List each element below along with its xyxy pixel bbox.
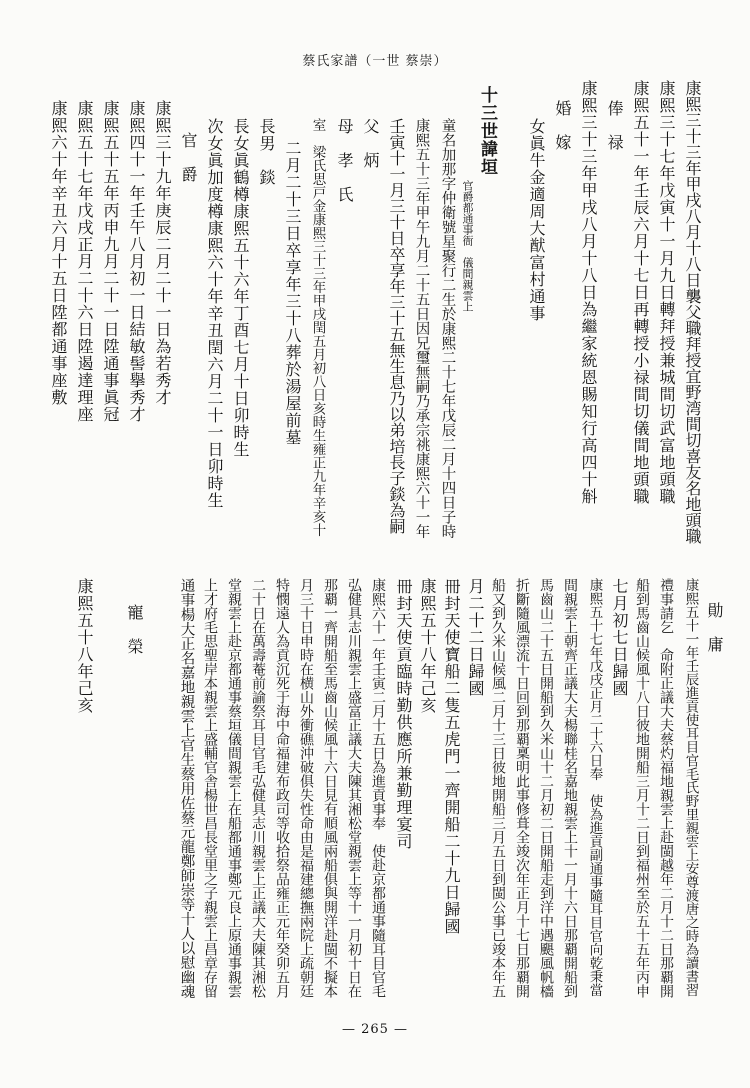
text-column: 康熙三十七年戊寅十一月九日轉拜授兼城間切武富地頭職 xyxy=(657,80,676,505)
text-column: 上才府毛思聖岸本親雲上盛輔官舎楊世昌長堂里之子親雲上昌章存留 xyxy=(202,578,218,998)
text-column: 康熙三十九年庚辰二月二十一日為若秀才 xyxy=(153,100,172,406)
office-annotation: 官爵都通事衙 儀間親雲上 xyxy=(461,180,474,312)
text-column: 室 梁氏思戸金康熙三十三年甲戌閏五月初八日亥時生雍正九年辛亥十 xyxy=(309,118,326,537)
text-column: 禮事請乞 命附正議大夫蔡灼福地親雲上赴閩越年二月十二日那覇開 xyxy=(658,578,674,998)
page-header: 蔡氏家譜（一世 蔡崇） xyxy=(302,54,448,69)
text-column: 康熙五十七年戊戌正月二十六日奉 使為進貢副通事隨耳目官向乾秉當 xyxy=(586,578,603,997)
text-column: 折斷隨風漂流十日回到那覇稟明此事修葺全竣次年正月十七日那覇開 xyxy=(514,578,530,998)
text-column: 船到馬齒山候風十八日彼地開船三月十二日到福州至於五十五年丙申 xyxy=(634,578,650,998)
relation-label: 父 炳 xyxy=(361,118,380,169)
text-column: 康熙五十一年壬辰進貢使耳目官毛氏野里親雲上安尊渡唐之時為讀書習 xyxy=(682,578,699,997)
text-column: 康熙五十五年丙申九月二十一日陞通事眞冠 xyxy=(101,100,120,423)
text-column: 康熙六十一年壬寅二月十五日為進貢事奉 使赴京都通事隨耳目官毛 xyxy=(370,578,386,998)
generation-heading: 十三世諱垣 xyxy=(477,86,497,176)
section-heading: 官 爵 xyxy=(179,132,198,183)
text-column: 那覇一齊開船至馬齒山候風十六日見有順風兩船俱與開洋赴閩不擬本 xyxy=(322,578,338,998)
text-column: 康熙三十三年甲戌八月十八日襲父職拜授宜野湾間切喜友名地頭職 xyxy=(683,80,702,544)
text-column: 馬齒山二十五日開船到久米山十二月初二日開船走到洋中遇颶風帆檣 xyxy=(538,578,554,998)
text-column: 童名加那字仲衛號星聚行二生於康熙二十七年戊辰二月十四日子時 xyxy=(439,118,456,539)
text-column: 康熙三十三年甲戌八月十八日為繼家統恩賜知行高四十斛 xyxy=(579,80,598,505)
text-column: 冊封天使貢臨時勤供應所兼勤理宴司 xyxy=(394,578,413,850)
text-column: 康熙五十七年戊戌正月二十六日陞遏達理座 xyxy=(75,100,94,423)
text-column: 間親雲上朝齊正議大夫楊聯桂名嘉地親雲上十一月十六日那覇開船到 xyxy=(562,578,578,998)
text-column: 康熙五十八年己亥 xyxy=(75,578,94,714)
text-column: 康熙四十一年壬午八月初一日結敏髻擧秀才 xyxy=(127,100,146,423)
text-column: 七月初七日歸國 xyxy=(610,578,629,697)
text-column: 弘健具志川親雲上盛富正議大夫陳其湘松堂親雲上等十一月初十日在 xyxy=(346,578,362,998)
relation-label: 母 孝 氏 xyxy=(335,118,354,203)
text-column: 二月二十三日卒享年三十八葬於湯屋前墓 xyxy=(283,140,302,446)
text-column: 冊封天使寶船二隻五虎門一齊開船二十九日歸國 xyxy=(442,578,461,935)
text-column: 康熙五十一年壬辰六月十七日再轉授小禄間切儀間地頭職 xyxy=(631,80,650,505)
text-column: 月三十日申時在横山外衝礁沖破俱失性命由是福建總撫兩院上疏朝廷 xyxy=(298,578,314,998)
section-heading: 寵 榮 xyxy=(125,604,144,655)
section-heading: 俸 禄 xyxy=(605,100,624,151)
text-column: 月二十二日歸國 xyxy=(466,578,485,697)
text-column: 次女眞加度樽康熙六十年辛丑閏六月二十一日卯時生 xyxy=(205,118,224,509)
text-column: 二十日在萬壽菴前諭祭耳目官毛弘健具志川親雲上正議大夫陳其湘松 xyxy=(250,578,266,998)
text-column: 長女眞鶴樽康熙五十六年丁酉七月十日卯時生 xyxy=(231,118,250,458)
text-column: 船又到久米山候風二月十三日彼地開船三月五日到閩公事已竣本年五 xyxy=(490,578,506,998)
text-column: 女眞牛金適周大猷富村通事 xyxy=(527,118,546,322)
text-column: 特憫遠人為貢沉死于海中命福建布政司等收拾祭品雍正元年癸卯五月 xyxy=(274,578,290,998)
text-column: 壬寅十一月三十日卒享年三十五無生息乃以弟培長子錟為嗣 xyxy=(387,118,406,534)
page-number: — 265 — xyxy=(341,1022,409,1037)
text-column: 康熙五十三年甲午九月二十五日因兄璽無嗣乃承宗祧康熙六十一年 xyxy=(413,118,430,539)
text-column: 康熙五十八年己亥 xyxy=(418,578,437,714)
section-heading: 婚 嫁 xyxy=(553,100,572,151)
text-column: 康熙六十年辛丑六月十五日陞都通事座敷 xyxy=(49,100,68,406)
text-column: 堂親雲上赴京都通事蔡垣儀間親雲上在船都通事鄭元良上原通事親雲 xyxy=(226,578,242,998)
section-heading: 勛 庸 xyxy=(705,602,724,653)
text-column: 通事楊大正名嘉地親雲上官生蔡用佐蔡元龍鄭師崇等十人以慰幽魂 xyxy=(178,578,195,999)
relation-label: 長男 錟 xyxy=(257,118,276,186)
